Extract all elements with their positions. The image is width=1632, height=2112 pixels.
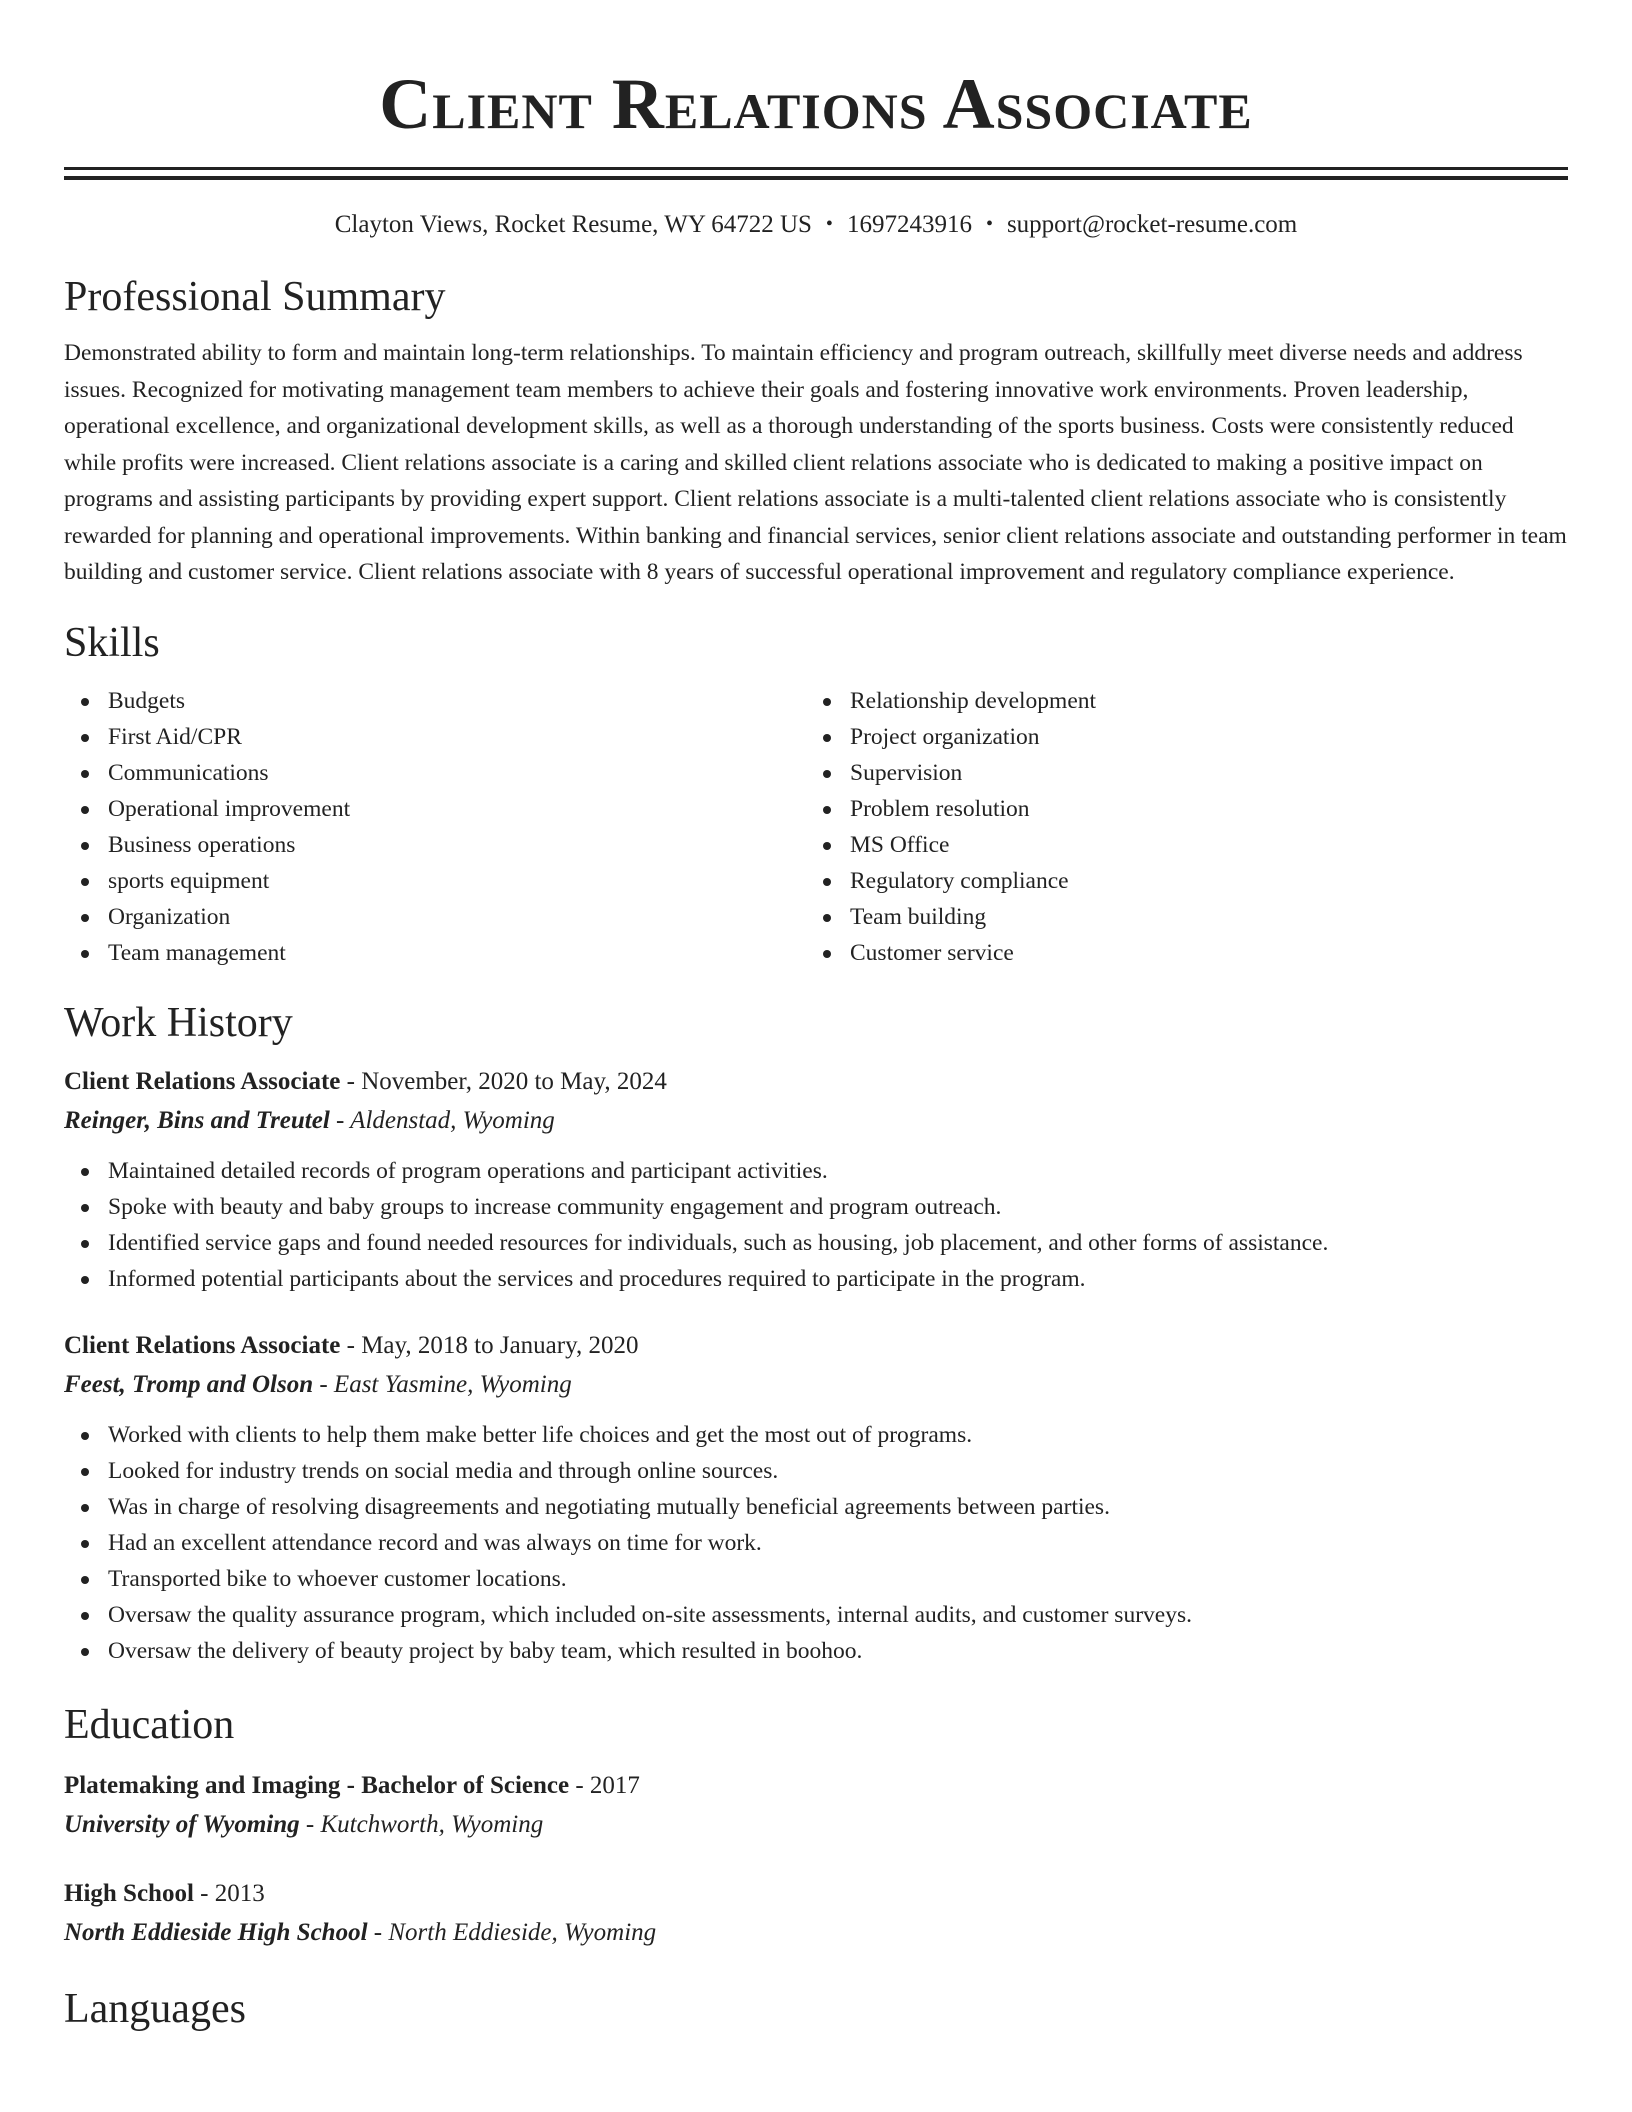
education-school: University of Wyoming — [64, 1810, 300, 1838]
resume-name-title: Client Relations Associate — [379, 64, 1253, 144]
skill-item: Organization — [64, 899, 806, 935]
skill-item: MS Office — [806, 827, 1548, 863]
job-dates: - November, 2020 to May, 2024 — [340, 1067, 667, 1095]
job-company: Reinger, Bins and Treutel — [64, 1106, 330, 1134]
skill-item: Business operations — [64, 827, 806, 863]
job-location: - Aldenstad, Wyoming — [329, 1106, 555, 1134]
skills-list — [64, 683, 1568, 971]
skill-item: Project organization — [806, 719, 1548, 755]
summary-text: Demonstrated ability to form and maintain long-term relationships. To maintain efficiency and program outreach, skillfully meet diverse needs and address issues. Recognized for motivating management team members to achieve their goals and fostering innovative work environments. Proven leadership, operational excellence, and organizational development skills, as well as a thorough understanding of the sports business. Costs were consistently reduced while profits were increased. Client relations associate is a caring and skilled client relations associate who is dedicated to making a positive impact on programs and assisting participants by providing expert support. Client relations associate is a multi-talented client relations associate who is consistently rewarded for planning and operational improvements. Within banking and financial services, senior client relations associate and outstanding performer in team building and customer service. Client relations associate with 8 years of successful operational improvement and regulatory compliance experience. — [64, 340, 1567, 585]
education-year: - 2017 — [569, 1771, 640, 1799]
job-bullet: Informed potential participants about the services and procedures required to participate in the program. — [64, 1261, 1568, 1297]
skill-item: sports equipment — [64, 863, 806, 899]
job-bullet: Oversaw the delivery of beauty project by baby team, which resulted in boohoo. — [64, 1633, 1568, 1669]
job-role: Client Relations Associate — [64, 1067, 341, 1095]
contact-phone: 1697243916 — [846, 211, 972, 238]
header-double-rule — [64, 167, 1568, 180]
job-entry — [64, 1063, 1568, 1297]
skills-heading: Skills — [64, 619, 160, 666]
education-year: - 2013 — [193, 1879, 265, 1907]
job-bullets — [64, 1417, 1568, 1669]
job-bullet: Had an excellent attendance record and was always on time for work. — [64, 1525, 1568, 1561]
skill-item: Customer service — [806, 935, 1548, 971]
job-role: Client Relations Associate — [64, 1331, 341, 1359]
skill-item: Communications — [64, 755, 806, 791]
job-bullet: Looked for industry trends on social media and through online sources. — [64, 1453, 1568, 1489]
education-school-line — [64, 1805, 1568, 1845]
resume-page — [64, 0, 1568, 2035]
languages-heading: Languages — [64, 1985, 246, 2032]
contact-separator: • — [825, 213, 833, 235]
skills-column-right — [806, 683, 1548, 971]
job-bullet: Oversaw the quality assurance program, which included on-site assessments, internal audits, and customer surveys. — [64, 1597, 1568, 1633]
education-entry — [64, 1875, 1568, 1953]
skill-item: Team management — [64, 935, 806, 971]
job-header — [64, 1327, 1568, 1365]
education-entry — [64, 1767, 1568, 1845]
contact-line — [64, 206, 1568, 243]
education-header — [64, 1767, 1568, 1805]
job-bullet: Was in charge of resolving disagreements and negotiating mutually beneficial agreements between parties. — [64, 1489, 1568, 1525]
job-header — [64, 1063, 1568, 1101]
job-bullet: Transported bike to whoever customer locations. — [64, 1561, 1568, 1597]
education-location: - North Eddieside, Wyoming — [367, 1918, 657, 1946]
job-bullet: Spoke with beauty and baby groups to increase community engagement and program outreach. — [64, 1189, 1568, 1225]
skill-item: Problem resolution — [806, 791, 1548, 827]
skill-item: Operational improvement — [64, 791, 806, 827]
education-school: North Eddieside High School — [64, 1918, 368, 1946]
skill-item: Relationship development — [806, 683, 1548, 719]
skill-item: Supervision — [806, 755, 1548, 791]
skills-column-left — [64, 683, 806, 971]
skill-item: First Aid/CPR — [64, 719, 806, 755]
education-degree: High School — [64, 1879, 194, 1907]
work-history-heading: Work History — [64, 999, 293, 1046]
contact-separator: • — [985, 213, 993, 235]
job-employer — [64, 1101, 1568, 1141]
skill-item: Team building — [806, 899, 1548, 935]
summary-heading: Professional Summary — [64, 274, 446, 320]
job-bullets — [64, 1153, 1568, 1297]
skill-item: Budgets — [64, 683, 806, 719]
job-entry — [64, 1327, 1568, 1669]
education-degree: Platemaking and Imaging - Bachelor of Science — [64, 1771, 570, 1799]
job-bullet: Identified service gaps and found needed resources for individuals, such as housing, job placement, and other forms of assistance. — [64, 1225, 1568, 1261]
contact-address: Clayton Views, Rocket Resume, WY 64722 US — [334, 211, 812, 238]
contact-email: support@rocket-resume.com — [1006, 211, 1298, 238]
education-header — [64, 1875, 1568, 1913]
job-bullet: Worked with clients to help them make better life choices and get the most out of programs. — [64, 1417, 1568, 1453]
education-location: - Kutchworth, Wyoming — [299, 1810, 544, 1838]
education-heading: Education — [64, 1701, 235, 1748]
education-school-line — [64, 1913, 1568, 1953]
job-location: - East Yasmine, Wyoming — [313, 1370, 572, 1398]
job-dates: - May, 2018 to January, 2020 — [340, 1331, 639, 1359]
job-company: Feest, Tromp and Olson — [64, 1370, 314, 1398]
job-bullet: Maintained detailed records of program operations and participant activities. — [64, 1153, 1568, 1189]
job-employer — [64, 1365, 1568, 1405]
skill-item: Regulatory compliance — [806, 863, 1548, 899]
